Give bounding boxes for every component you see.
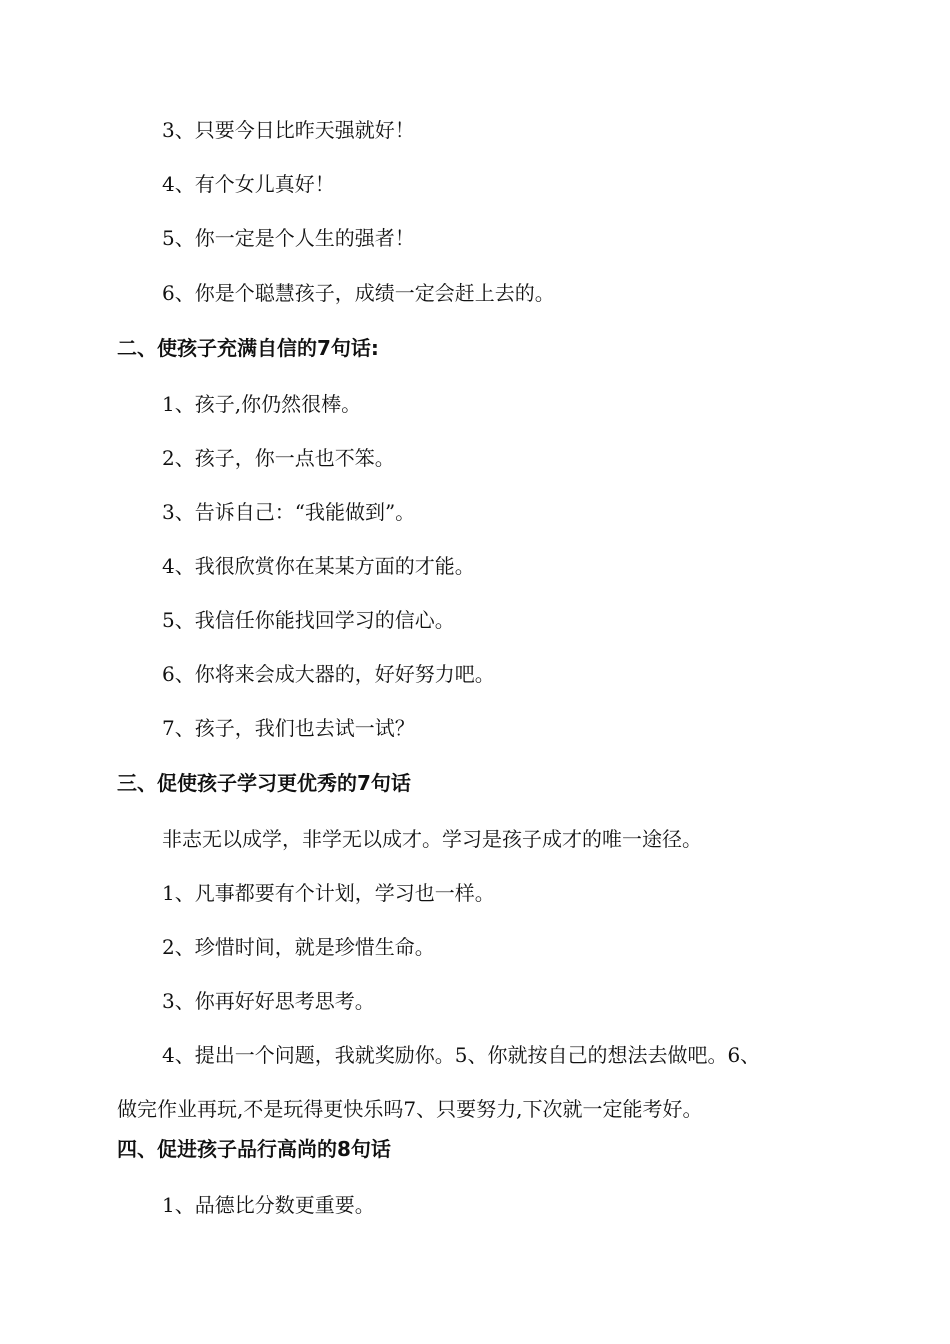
section-heading-confidence: 二、使孩子充满自信的7句话:	[117, 336, 379, 360]
intro-text: 非志无以成学，非学无以成才。学习是孩子成才的唯一途径。	[162, 827, 702, 851]
list-item: 3、告诉自己：“我能做到”。	[162, 500, 416, 524]
list-item: 1、孩子,你仍然很棒。	[162, 392, 362, 416]
list-item: 6、你是个聪慧孩子，成绩一定会赶上去的。	[162, 281, 555, 305]
paragraph-line: 4、提出一个问题，我就奖励你。5、你就按自己的想法去做吧。6、	[162, 1043, 761, 1067]
list-item: 1、品德比分数更重要。	[162, 1193, 375, 1217]
merged-paragraph	[117, 1041, 817, 1123]
list-item: 1、凡事都要有个计划，学习也一样。	[162, 881, 495, 905]
list-item: 7、孩子，我们也去试一试？	[162, 716, 415, 740]
list-item: 5、我信任你能找回学习的信心。	[162, 608, 455, 632]
list-item: 2、孩子，你一点也不笨。	[162, 446, 395, 470]
list-item: 3、你再好好思考思考。	[162, 989, 375, 1013]
list-item: 5、你一定是个人生的强者！	[162, 226, 415, 250]
paragraph-line: 做完作业再玩,不是玩得更快乐吗7、只要努力,下次就一定能考好。	[117, 1097, 703, 1121]
section-heading-character: 四、促进孩子品行高尚的8句话	[117, 1137, 391, 1161]
list-item: 6、你将来会成大器的，好好努力吧。	[162, 662, 495, 686]
list-item: 4、有个女儿真好！	[162, 172, 335, 196]
section-heading-study: 三、促使孩子学习更优秀的7句话	[117, 771, 411, 795]
list-item: 4、我很欣赏你在某某方面的才能。	[162, 554, 475, 578]
list-item: 3、只要今日比昨天强就好！	[162, 118, 415, 142]
list-item: 2、珍惜时间，就是珍惜生命。	[162, 935, 435, 959]
